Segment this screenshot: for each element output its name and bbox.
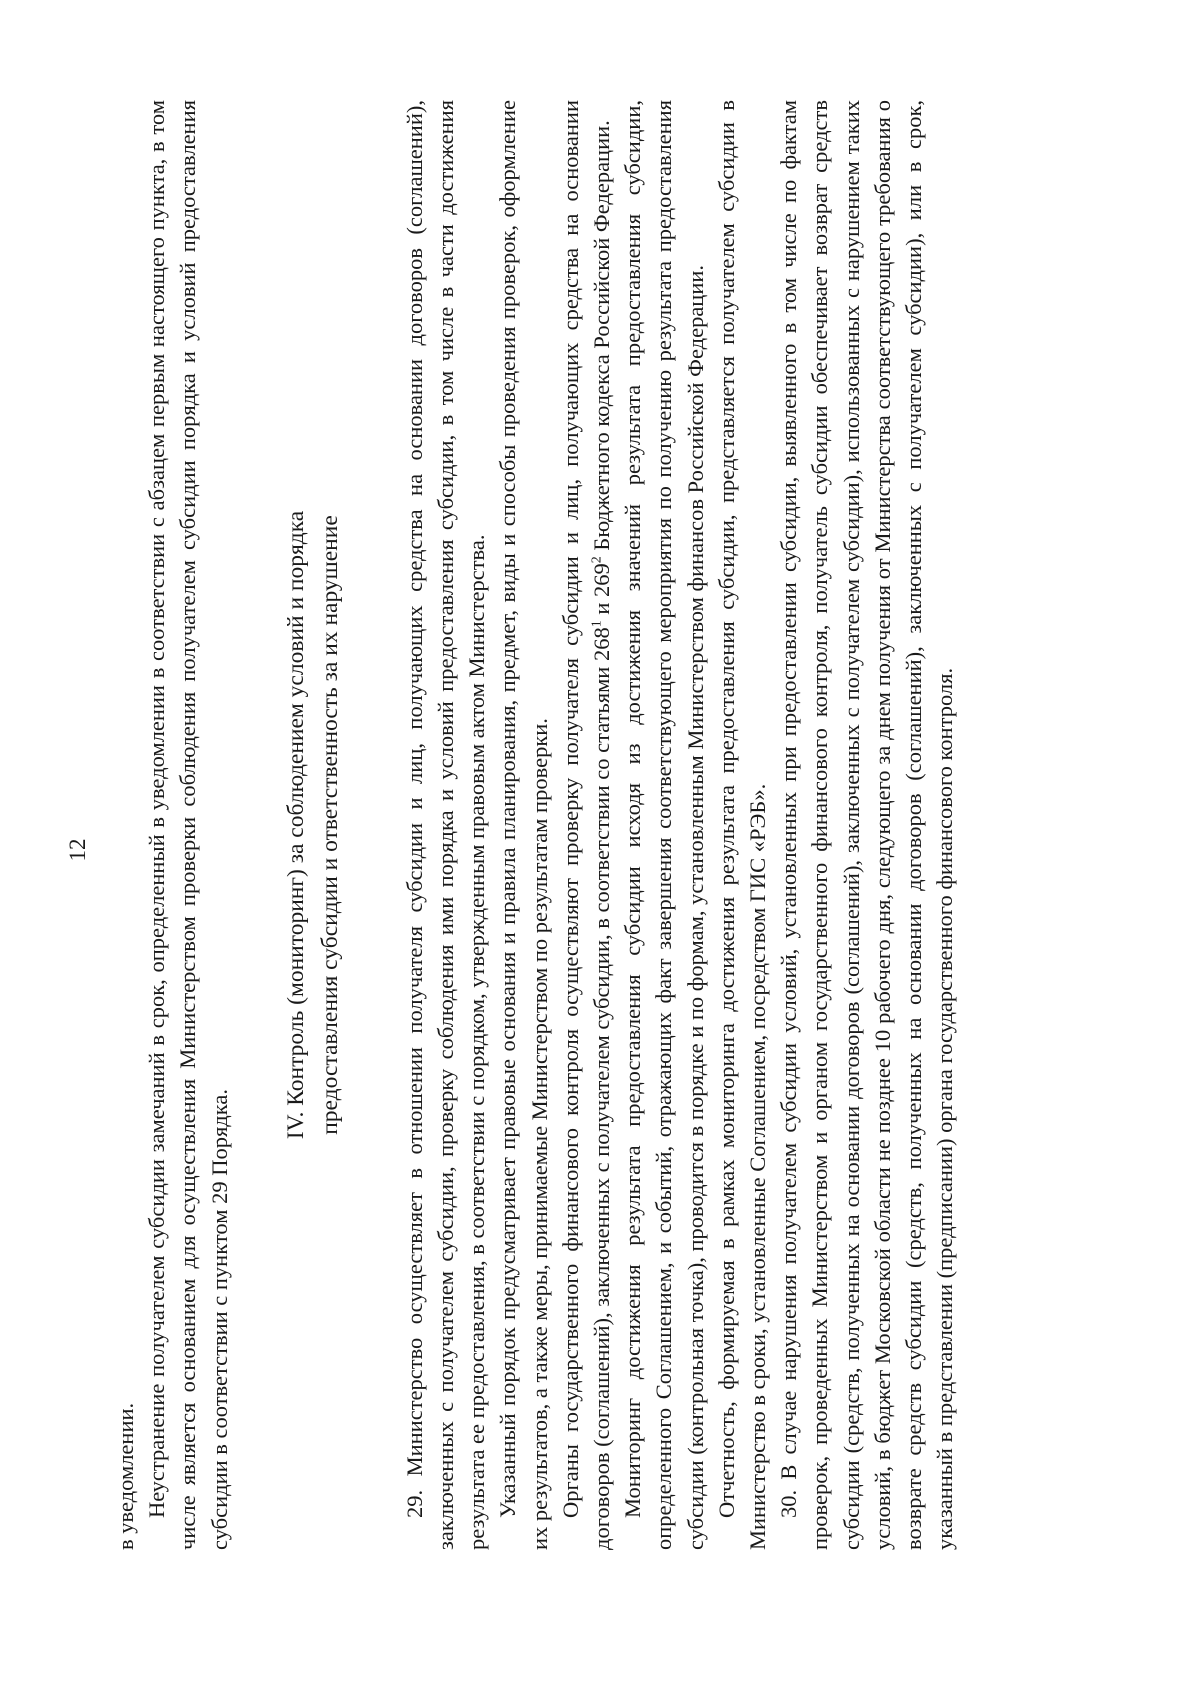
- paragraph-29-financial-control: [555, 100, 617, 1550]
- section-heading: [279, 100, 347, 1550]
- paragraph-remediation: Неустранение получателем субсидии замечаний в срок, определенный в уведомлении в соответствии с абзацем первым настоящего пункта, в том числе является основанием для осуществления Министерством проверки соблюдения получателем субсидии порядка и условий предоставления субсидии в соответствии с пунктом 29 Порядка.: [144, 100, 232, 1550]
- section-heading-line-1: IV. Контроль (мониторинг) за соблюдением условий и порядка: [282, 510, 309, 1140]
- paragraph-29-monitoring: Мониторинг достижения результата предоставления субсидии исходя из достижения значений результата предоставления субсидии, определенного Соглашением, и событий, отражающих факт завершения соответствующего мероприятия по получению результата предоставления субсидии (контрольная точка), проводится в порядке и по формам, установленным Министерством финансов Российской Федерации.: [620, 100, 708, 1550]
- financial-control-text: Органы государственного финансового контроля осуществляют проверку получателя субсидии и лиц, получающих средства на основании договоров (соглашений), заключенных с получателем субсидии, в соответствии со статьями 268: [557, 100, 615, 1550]
- paragraph-continuation: в уведомлении.: [113, 1402, 138, 1550]
- page-number: 12: [65, 838, 90, 862]
- section-heading-line-2: предоставления субсидии и ответственность за их нарушение: [316, 515, 343, 1135]
- paragraph-29-reporting: Отчетность, формируемая в рамках мониторинга достижения результата предоставления субсидии, представляется получателем субсидии в Министерство в сроки, установленные Соглашением, посредством ГИС «РЭБ».: [713, 100, 771, 1550]
- document-page: [65, 80, 1100, 1620]
- paragraph-29: 29. Министерство осуществляет в отношении получателя субсидии и лиц, получающих средства на основании договоров (соглашений), заключенных с получателем субсидии, проверку соблюдения ими порядка и условий предоставления субсидии, в том числе в части достижения результата ее предоставления, в соответствии с порядком, утвержденным правовым актом Министерства.: [401, 100, 490, 1550]
- financial-control-tail: Бюджетного кодекса Российской Федерации.: [589, 120, 615, 557]
- paragraph-30: 30. В случае нарушения получателем субсидии условий, установленных при предоставлении субсидии, выявленного в том числе по фактам проверок, проведенных Министерством и органом государственного финансового контроля, получатель субсидии обеспечивает возврат средств субсидии (средств, полученных на основании договоров (соглашений), заключенных с получателем субсидии), использованных с нарушением таких условий, в бюджет Московской области не позднее 10 рабочего дня, следующего за днем получения от Министерства соответствующего требования о возврате средств субсидии (средств, полученных на основании договоров (соглашений), заключенных с получателем субсидии), или в срок, указанный в представлении (предписании) органа государственного финансового контроля.: [776, 100, 958, 1550]
- superscript-1: 1: [589, 620, 605, 628]
- paragraph-29-procedure: Указанный порядок предусматривает правовые основания и правила планирования, предмет, виды и способы проведения проверок, оформление их результатов, а также меры, принимаемые Министерством по результатам проверки.: [495, 100, 552, 1550]
- financial-control-mid: и 269: [589, 563, 615, 621]
- superscript-2: 2: [589, 556, 605, 564]
